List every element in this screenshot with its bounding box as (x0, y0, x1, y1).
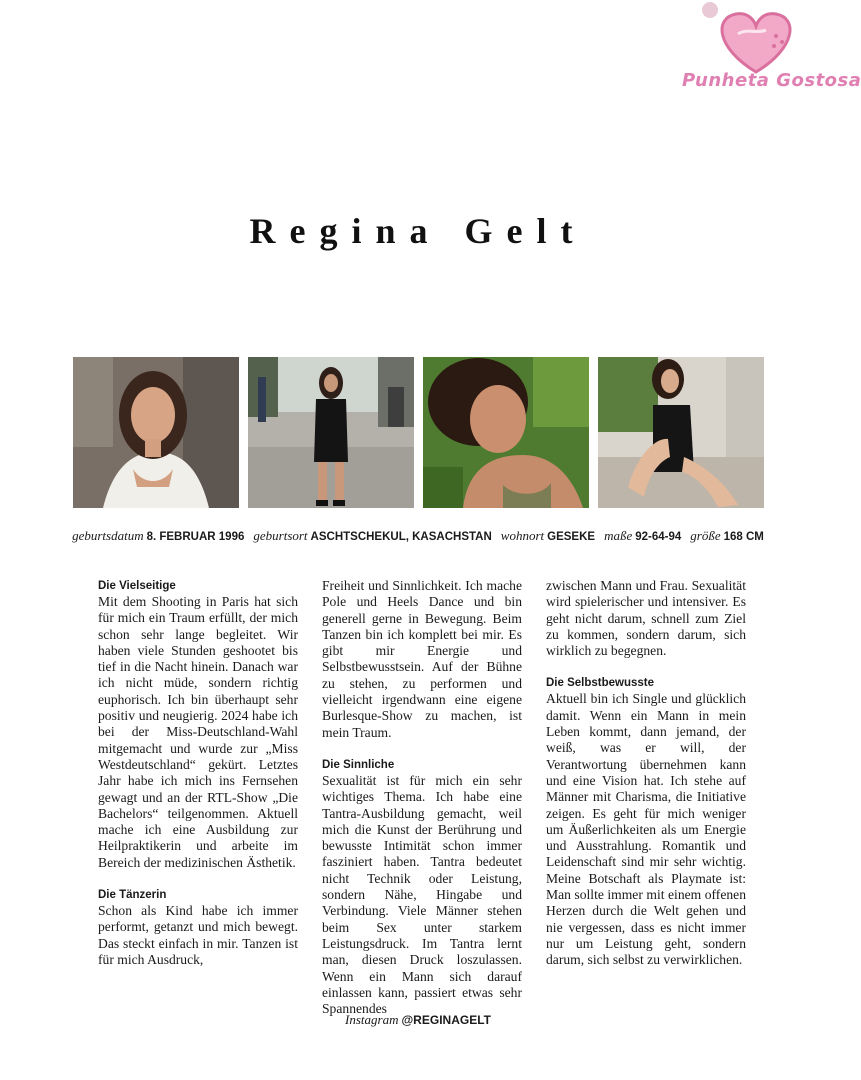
article-column-3 (546, 578, 746, 985)
instagram-label: Instagram (345, 1012, 399, 1027)
section-heading: Die Selbstbewusste (546, 677, 655, 690)
section-body: Mit dem Shooting in Paris hat sich für mich ein Traum erfüllt, der mich schon sehr lange begleitet. Wir haben viele Stunden geshootet bis tief in die Nacht hinein. Danach war ich nicht müde, sondern richtig euphorisch. Ich bin überhaupt sehr positiv und neugierig. 2024 habe ich bei der Miss-Deutschland-Wahl mitgemacht und wurde zur „Miss Westdeutschland“ gekürt. Letztes Jahr habe ich mich ins Fernsehen gewagt und an der RTL-Show „Die Bachelors“ teilgenommen. Aktuell mache ich eine Ausbildung zur Heilpraktikerin und arbeite im Bereich der medizinischen Ästhetik. (98, 594, 298, 870)
photo-street-black-dress-icon (248, 357, 414, 508)
section-body: Schon als Kind habe ich immer performt, getanzt und mich bewegt. Das steckt einfach in mir. Tanzen ist für mich Ausdruck, (98, 903, 298, 967)
residence-label: wohnort (500, 528, 545, 543)
measurements-value: 92-64-94 (635, 531, 682, 543)
section-body: Sexualität ist für mich ein sehr wichtiges Thema. Ich habe eine Tantra-Ausbildung gemacht, weil mich die Kunst der Berührung und bewusste Intimität schon immer fasziniert haben. Tantra bedeutet nicht Technik oder Leistung, sondern Nähe, Hingabe und Verbindung. Viele Männer stehen beim Sex unter starkem Leistungsdruck. Im Tantra lernt man, diesen Druck loszulassen. Wenn ein Mann sich darauf einlassen kann, passiert etwas sehr Spannendes (322, 772, 522, 1017)
instagram-handle[interactable]: @REGINAGELT (401, 1013, 491, 1027)
section-heading: Die Tänzerin (98, 889, 167, 902)
birthplace-label: geburtsort (253, 528, 308, 543)
photo-portrait-white-top-icon (73, 357, 239, 508)
photo-sitting-black-swimsuit-icon (598, 357, 764, 508)
birthdate-label: geburtsdatum (72, 528, 144, 543)
birthdate-value: 8. FEBRUAR 1996 (146, 531, 245, 543)
residence-value: GESEKE (547, 531, 596, 543)
section-body-continued: Freiheit und Sinnlichkeit. Ich mache Pole und Heels Dance und bin generell gerne in Bewegung. Beim Tanzen bin ich komplett bei mir. Es gibt mir Energie und Selbstbewusstsein. Auf der Bühne zu stehen, zu performen und vielleicht irgendwann eine eigene Burlesque-Show zu machen, ist mein Traum. (322, 578, 522, 740)
page-title: Regina Gelt (249, 211, 587, 251)
heart-logo-icon (696, 0, 816, 75)
height-value: 168 CM (723, 531, 764, 543)
birthplace-value: ASCHTSCHEKUL, KASACHSTAN (310, 531, 492, 543)
height-label: größe (690, 528, 721, 543)
article-column-2 (322, 578, 522, 1033)
watermark-logo (676, 0, 861, 100)
profile-facts (0, 528, 836, 544)
instagram-credit (0, 1012, 836, 1028)
photo-lying-in-grass-icon (423, 357, 589, 508)
watermark-text: Punheta Gostosa (682, 70, 861, 91)
section-heading: Die Vielseitige (98, 580, 176, 592)
section-body: Aktuell bin ich Single und glücklich damit. Wenn ein Mann in mein Leben kommt, dann jemand, der weiß, was er will, der Verantwortung übernehmen kann und eine Vision hat. Ich stehe auf Männer mit Charisma, die Initiative zeigen. Es geht für mich weniger um Äußerlichkeiten als um Energie und Ausstrahlung. Romantik und Leidenschaft sind mir sehr wichtig. Meine Botschaft als Playmate ist: Man sollte immer mit einem offenen Herzen durch die Welt gehen und nie vergessen, dass es nicht immer nur um Leistung geht, sondern darum, sich selbst zu verwirklichen. (546, 691, 746, 968)
article-column-1 (98, 578, 298, 984)
section-heading: Die Sinnliche (322, 758, 395, 771)
measurements-label: maße (604, 528, 633, 543)
section-body-continued: zwischen Mann und Frau. Sexualität wird spielerischer und intensiver. Es geht nicht darum, schnell zum Ziel zu kommen, sondern darum, sich wirklich zu begegnen. (546, 578, 746, 659)
